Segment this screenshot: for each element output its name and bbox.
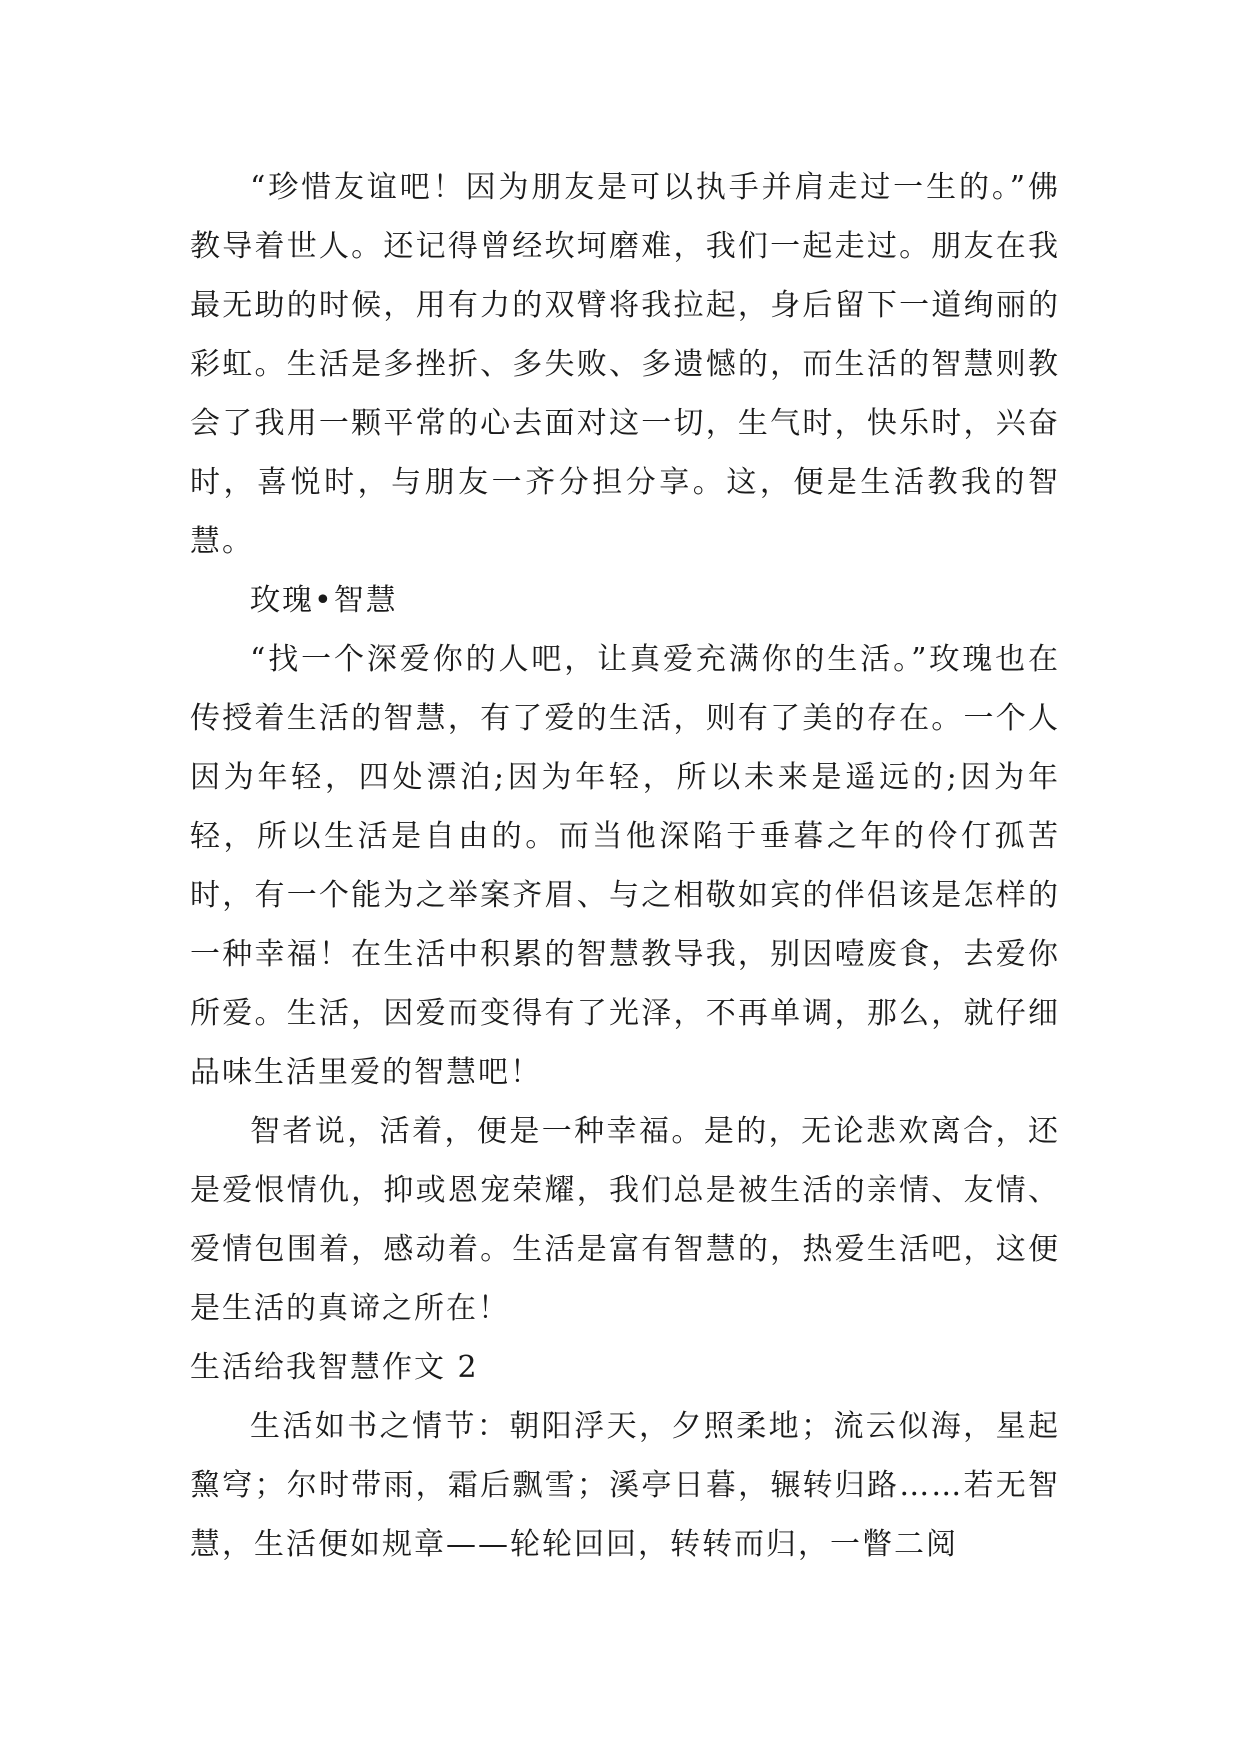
paragraph-friendship: “珍惜友谊吧！因为朋友是可以执手并肩走过一生的。”佛教导着世人。还记得曾经坎坷磨难，我们一起走过。朋友在我最无助的时候，用有力的双臂将我拉起，身后留下一道绚丽的彩虹。生活是多挫折、多失败、多遗憾的，而生活的智慧则教会了我用一颗平常的心去面对这一切，生气时，快乐时，兴奋时，喜悦时，与朋友一齐分担分享。这，便是生活教我的智慧。 xyxy=(190,170,1060,559)
paragraph-love: “找一个深爱你的人吧，让真爱充满你的生活。”玫瑰也在传授着生活的智慧，有了爱的生活，则有了美的存在。一个人因为年轻，四处漂泊;因为年轻，所以未来是遥远的;因为年轻，所以生活是自由的。而当他深陷于垂暮之年的伶仃孤苦时，有一个能为之举案齐眉、与之相敬如宾的伴侣该是怎样的一种幸福！在生活中积累的智慧教导我，别因噎废食，去爱你所爱。生活，因爱而变得有了光泽，不再单调，那么，就仔细品味生活里爱的智慧吧！ xyxy=(190,642,1060,1090)
subheading-rose-wisdom: 玫瑰•智慧 xyxy=(250,583,398,618)
document-body xyxy=(190,158,1060,1574)
paragraph-life-as-book: 生活如书之情节：朝阳浮天，夕照柔地；流云似海，星起黧穹；尔时带雨，霜后飘雪；溪亭日暮，辗转归路……若无智慧，生活便如规章——轮轮回回，转转而归，一瞥二阅 xyxy=(190,1409,1060,1562)
paragraph-happiness: 智者说，活着，便是一种幸福。是的，无论悲欢离合，还是爱恨情仇，抑或恩宠荣耀，我们总是被生活的亲情、友情、爱情包围着，感动着。生活是富有智慧的，热爱生活吧，这便是生活的真谛之所在！ xyxy=(190,1114,1060,1326)
section-title-essay-2: 生活给我智慧作文 2 xyxy=(190,1350,479,1385)
